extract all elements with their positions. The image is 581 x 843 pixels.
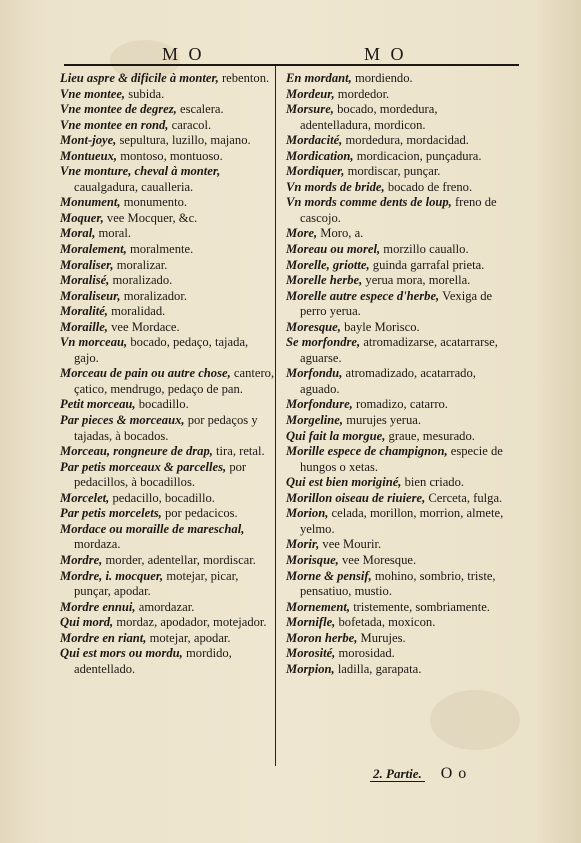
entry-translation: moralmente. [129, 242, 194, 257]
dictionary-entry [60, 102, 275, 118]
entry-translation: escalera. [179, 102, 224, 117]
entry-translation: murujes yerua. [346, 413, 422, 428]
dictionary-entry [286, 102, 511, 133]
entry-headword: Petit morceau, [60, 397, 136, 412]
dictionary-entry [286, 553, 511, 569]
entry-headword: Morne & pensif, [286, 568, 372, 583]
dictionary-entry [60, 522, 275, 553]
dictionary-entry [286, 444, 511, 475]
entry-headword: Vne montee, [60, 86, 126, 101]
entry-headword: Morceau, rongneure de drap, [60, 444, 213, 459]
dictionary-entry [60, 569, 275, 600]
entry-headword: Moralisé, [60, 273, 110, 288]
entry-translation: Murujes. [360, 630, 406, 645]
entry-headword: Vne monture, cheval à monter, [60, 164, 221, 179]
entry-translation: guinda garrafal prieta. [372, 257, 485, 272]
entry-headword: Morgeline, [286, 413, 344, 428]
entry-headword: Morion, [286, 506, 329, 521]
entry-headword: Mordacité, [286, 133, 343, 148]
entry-headword: Mornement, [286, 599, 351, 614]
dictionary-entry [286, 631, 511, 647]
entry-translation: bofetada, moxicon. [338, 615, 436, 630]
dictionary-entry [286, 320, 511, 336]
dictionary-entry [60, 258, 275, 274]
entry-headword: Par pieces & morceaux, [60, 413, 185, 428]
entry-headword: Qui est bien moriginé, [286, 475, 402, 490]
entry-translation: atromadizarse, acatarrarse, aguarse. [300, 335, 498, 365]
signature-mark: O o [440, 765, 468, 782]
dictionary-entry [286, 335, 511, 366]
dictionary-entry [286, 366, 511, 397]
entry-translation: moralizador. [123, 288, 187, 303]
paper-stain [430, 690, 520, 750]
entry-headword: Monument, [60, 195, 121, 210]
entry-translation: amordazar. [138, 599, 195, 614]
dictionary-entry [286, 195, 511, 226]
left-column [60, 71, 275, 677]
dictionary-entry [60, 273, 275, 289]
column-divider [275, 66, 276, 766]
entry-translation: moralizado. [112, 273, 173, 288]
entry-headword: Mordication, [286, 148, 354, 163]
entry-headword: Morfondure, [286, 397, 353, 412]
dictionary-entry [60, 460, 275, 491]
dictionary-entry [60, 71, 275, 87]
dictionary-entry [60, 211, 275, 227]
entry-translation: mordedura, mordacidad. [345, 133, 469, 148]
entry-translation: bocado, mordedura, adentelladura, mordicon. [300, 102, 438, 132]
entry-headword: Montueux, [60, 148, 118, 163]
right-column [286, 71, 511, 677]
entry-translation: montoso, montuoso. [120, 148, 223, 163]
entry-translation: mordiendo. [354, 71, 413, 85]
dictionary-entry [60, 242, 275, 258]
entry-translation: mohino, sombrio, triste, pensatiuo, mustio. [300, 568, 496, 599]
entry-translation: por pedaços y tajadas, à bocados. [74, 413, 258, 443]
entry-translation: ladilla, garapata. [337, 661, 422, 676]
entry-translation: mordaz, apodador, motejador. [116, 615, 267, 630]
dictionary-entry [60, 366, 275, 397]
dictionary-entry [286, 149, 511, 165]
dictionary-entry [286, 226, 511, 242]
entry-translation: bocado, pedaço, tajada, gajo. [74, 335, 249, 365]
entry-translation: por pedacicos. [164, 506, 238, 521]
part-label: 2. Partie. [370, 766, 425, 782]
dictionary-entry [60, 444, 275, 460]
dictionary-entry [60, 226, 275, 242]
entry-headword: Moraliser, [60, 257, 114, 272]
dictionary-entry [286, 164, 511, 180]
dictionary-entry [286, 646, 511, 662]
entry-translation: morder, adentellar, mordiscar. [105, 552, 256, 567]
dictionary-entry [286, 397, 511, 413]
entry-headword: Mordiquer, [286, 164, 345, 179]
entry-translation: Moro, a. [320, 226, 364, 241]
entry-translation: bocadillo. [138, 397, 189, 412]
entry-headword: Moraille, [60, 319, 108, 334]
entry-headword: Mordre ennui, [60, 599, 136, 614]
entry-headword: Qui est mors ou mordu, [60, 646, 183, 661]
dictionary-entry [60, 413, 275, 444]
entry-headword: Morille espece de champignon, [286, 444, 448, 459]
dictionary-entry [286, 491, 511, 507]
entry-headword: Vn mords de bride, [286, 179, 385, 194]
entry-translation: mordiscar, punçar. [347, 164, 441, 179]
entry-translation: moral. [98, 226, 132, 241]
dictionary-entry [60, 133, 275, 149]
entry-translation: sepultura, luzillo, majano. [119, 133, 251, 148]
dictionary-entry [60, 491, 275, 507]
entry-headword: Par petis morceaux & parcelles, [60, 459, 227, 474]
entry-headword: Par petis morcelets, [60, 506, 162, 521]
entry-headword: Vne montee de degrez, [60, 102, 177, 117]
dictionary-entry [286, 289, 511, 320]
entry-headword: Morelle autre espece d'herbe, [286, 288, 440, 303]
entry-headword: Moralement, [60, 242, 127, 257]
entry-translation: graue, mesurado. [388, 428, 475, 443]
dictionary-entry [286, 537, 511, 553]
entry-headword: Se morfondre, [286, 335, 361, 350]
dictionary-entry [60, 164, 275, 195]
entry-translation: atromadizado, acatarrado, aguado. [300, 366, 476, 396]
entry-headword: En mordant, [286, 71, 352, 85]
entry-headword: Moresque, [286, 319, 341, 334]
dictionary-entry [286, 429, 511, 445]
entry-headword: Morfondu, [286, 366, 343, 381]
entry-headword: Morcelet, [60, 490, 110, 505]
entry-headword: Lieu aspre & dificile à monter, [60, 71, 219, 85]
entry-translation: cantero, çatico, mendrugo, pedaço de pan. [74, 366, 275, 396]
entry-translation: morosidad. [338, 646, 395, 661]
entry-headword: Morosité, [286, 646, 336, 661]
entry-headword: Mordeur, [286, 86, 335, 101]
dictionary-entry [286, 413, 511, 429]
entry-headword: Vn mords comme dents de loup, [286, 195, 452, 210]
entry-headword: Morsure, [286, 102, 334, 117]
entry-translation: bocado de freno. [387, 179, 473, 194]
dictionary-entry [286, 506, 511, 537]
dictionary-entry [286, 258, 511, 274]
entry-translation: bien criado. [404, 475, 465, 490]
entry-headword: Moron herbe, [286, 630, 358, 645]
entry-translation: bayle Morisco. [344, 319, 420, 334]
running-head-right: M O [364, 44, 407, 64]
dictionary-entry [60, 506, 275, 522]
entry-translation: vee Mourir. [322, 537, 382, 552]
dictionary-entry [286, 475, 511, 491]
entry-headword: Mordre, i. mocquer, [60, 568, 164, 583]
dictionary-entry [60, 553, 275, 569]
dictionary-entry [286, 662, 511, 678]
entry-headword: Mordre, [60, 552, 103, 567]
entry-headword: More, [286, 226, 318, 241]
dictionary-entry [286, 569, 511, 600]
entry-headword: Morelle, griotte, [286, 257, 370, 272]
entry-headword: Vn morceau, [60, 335, 128, 350]
entry-translation: mordedor. [337, 86, 390, 101]
entry-translation: motejar, picar, punçar, apodar. [74, 568, 239, 599]
dictionary-entry [60, 631, 275, 647]
dictionary-entry [286, 133, 511, 149]
dictionary-entry [60, 397, 275, 413]
dictionary-entry [60, 289, 275, 305]
entry-headword: Morceau de pain ou autre chose, [60, 366, 231, 381]
entry-headword: Morir, [286, 537, 320, 552]
dictionary-entry [60, 149, 275, 165]
entry-headword: Moraliseur, [60, 288, 121, 303]
entry-translation: morzillo cauallo. [383, 242, 469, 257]
entry-translation: Vexiga de perro yerua. [300, 288, 493, 319]
entry-translation: yerua mora, morella. [365, 273, 471, 288]
entry-translation: moralizar. [116, 257, 168, 272]
entry-translation: vee Mordace. [111, 319, 180, 334]
entry-translation: celada, morillon, morrion, almete, yelmo. [300, 506, 504, 536]
entry-headword: Morelle herbe, [286, 273, 363, 288]
entry-translation: por pedacillos, à bocadillos. [74, 459, 247, 490]
entry-headword: Morpion, [286, 661, 335, 676]
entry-translation: caracol. [171, 117, 212, 132]
entry-headword: Mont-joye, [60, 133, 117, 148]
entry-translation: Cerceta, fulga. [428, 490, 503, 505]
dictionary-entry [286, 600, 511, 616]
entry-translation: mordido, adentellado. [74, 646, 232, 676]
dictionary-entry [60, 195, 275, 211]
dictionary-entry [286, 242, 511, 258]
entry-translation: tristemente, sombriamente. [353, 599, 490, 614]
entry-translation: tira, retal. [216, 444, 265, 459]
entry-headword: Morillon oiseau de riuiere, [286, 490, 426, 505]
entry-translation: pedacillo, bocadillo. [112, 490, 215, 505]
dictionary-entry [60, 646, 275, 677]
entry-headword: Moquer, [60, 210, 104, 225]
entry-headword: Mordre en riant, [60, 630, 147, 645]
entry-translation: vee Mocquer, &c. [106, 210, 198, 225]
entry-translation: freno de cascojo. [300, 195, 497, 225]
page-footer [370, 765, 510, 783]
dictionary-entry [60, 335, 275, 366]
entry-translation: mordaza. [74, 537, 121, 552]
entry-translation: vee Moresque. [342, 552, 417, 567]
entry-headword: Moral, [60, 226, 96, 241]
dictionary-entry [60, 118, 275, 134]
entry-headword: Moreau ou morel, [286, 242, 381, 257]
entry-translation: especie de hungos o xetas. [300, 444, 503, 474]
running-head-left: M O [162, 44, 205, 64]
page-header [64, 40, 519, 66]
dictionary-entry [60, 615, 275, 631]
entry-headword: Vne montee en rond, [60, 117, 169, 132]
dictionary-entry [286, 273, 511, 289]
dictionary-entry [60, 600, 275, 616]
entry-translation: romadizo, catarro. [356, 397, 448, 412]
entry-headword: Moralité, [60, 304, 108, 319]
entry-headword: Mornifle, [286, 615, 336, 630]
entry-headword: Morisque, [286, 552, 339, 567]
dictionary-entry [286, 615, 511, 631]
entry-headword: Mordace ou moraille de mareschal, [60, 521, 245, 536]
entry-translation: motejar, apodar. [149, 630, 231, 645]
dictionary-entry [60, 304, 275, 320]
dictionary-entry [286, 180, 511, 196]
entry-translation: rebenton. [221, 71, 270, 85]
dictionary-entry [60, 87, 275, 103]
dictionary-entry [286, 87, 511, 103]
entry-headword: Qui fait la morgue, [286, 428, 386, 443]
entry-translation: moralidad. [111, 304, 166, 319]
entry-translation: caualgadura, caualleria. [74, 179, 194, 194]
entry-translation: mordicacion, punçadura. [356, 148, 482, 163]
entry-headword: Qui mord, [60, 615, 114, 630]
dictionary-entry [286, 71, 511, 87]
entry-translation: subida. [128, 86, 165, 101]
entry-translation: monumento. [123, 195, 188, 210]
dictionary-entry [60, 320, 275, 336]
